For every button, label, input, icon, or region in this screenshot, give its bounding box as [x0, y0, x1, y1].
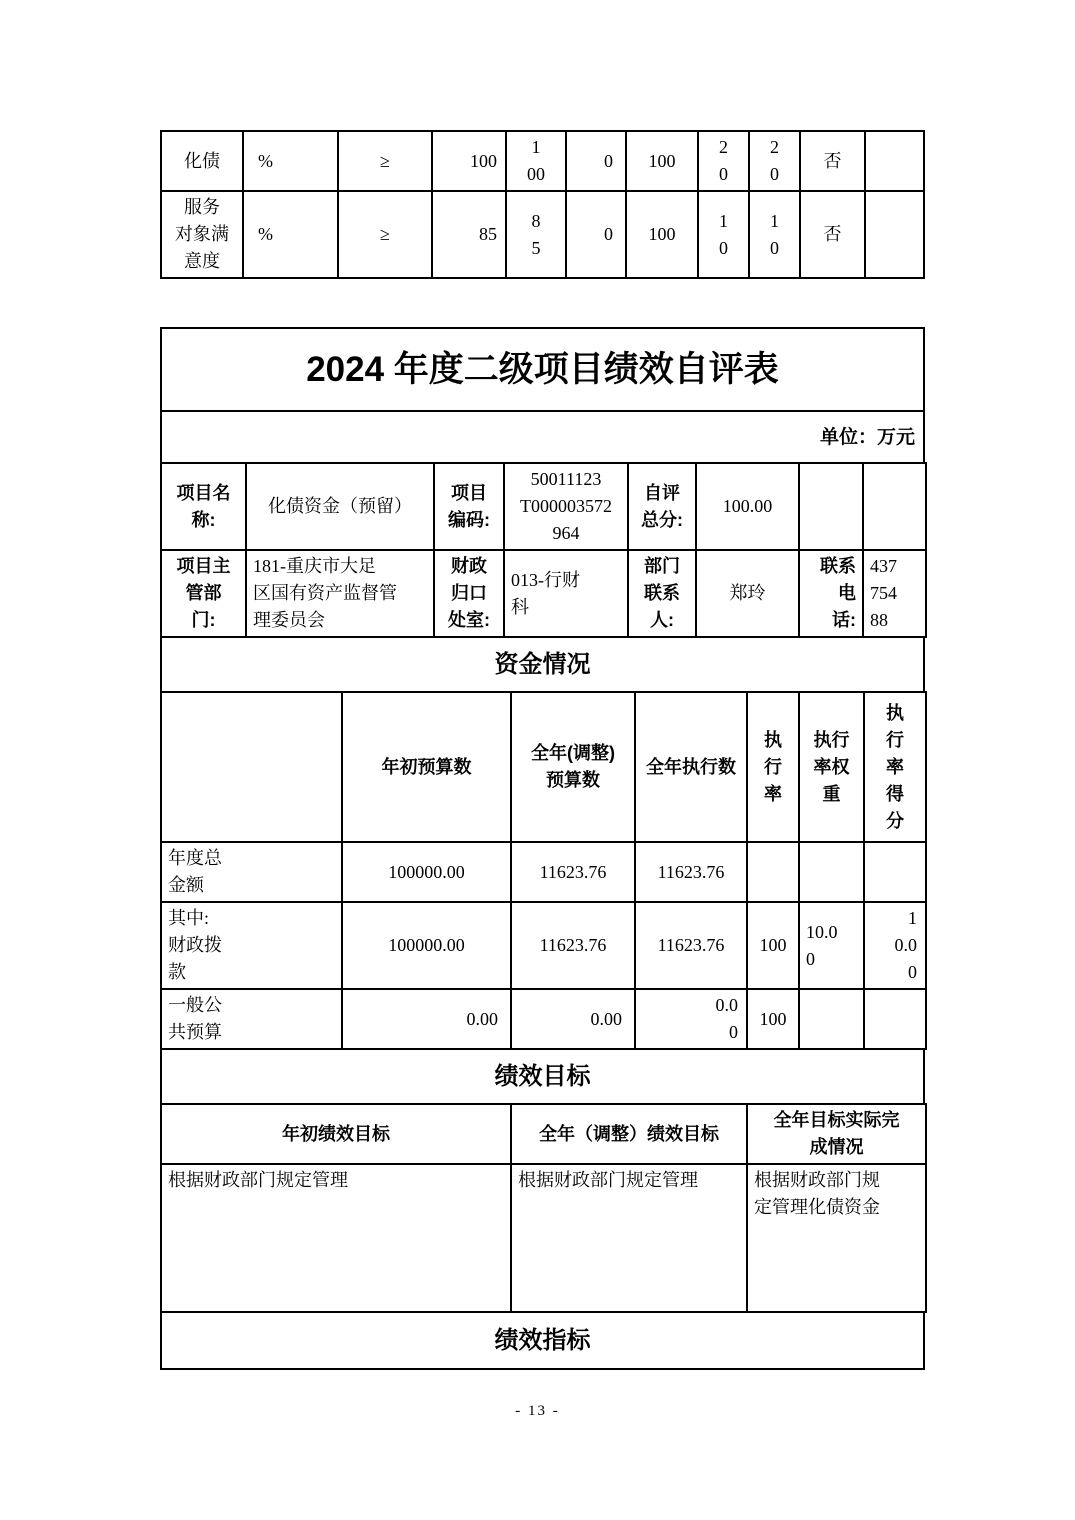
phone-label: 联系 电 话: — [799, 550, 863, 637]
row-label-public-budget: 一般公 共预算 — [161, 989, 342, 1049]
indicator-score-cell: 2 0 — [749, 131, 800, 191]
table-row — [161, 902, 926, 989]
value-cell: 100000.00 — [342, 842, 511, 902]
dept-label: 项目主 管部 门: — [161, 550, 246, 637]
indicator-deviation-cell: 0 — [566, 131, 626, 191]
indicator-weight-cell: 2 0 — [698, 131, 749, 191]
indicator-adjusted-cell: 8 5 — [506, 191, 566, 278]
finance-office-value: 013-行财 科 — [504, 550, 628, 637]
adjusted-goal-text: 根据财政部门规定管理 — [511, 1164, 747, 1312]
indicator-note-cell — [865, 191, 924, 278]
table-row — [161, 191, 924, 278]
indicator-flag-cell: 否 — [800, 191, 865, 278]
indicator-continuation-table — [160, 130, 925, 279]
empty-cell — [864, 842, 926, 902]
table-row — [161, 131, 924, 191]
table-row — [161, 842, 926, 902]
table-row — [161, 1104, 926, 1164]
project-name-value: 化债资金（预留） — [246, 463, 434, 550]
indicator-weight-cell: 1 0 — [698, 191, 749, 278]
self-score-value: 100.00 — [696, 463, 799, 550]
col-header-rate-score: 执 行 率 得 分 — [864, 692, 926, 842]
indicator-actual-cell: 100 — [626, 131, 698, 191]
actual-completion-text: 根据财政部门规 定管理化债资金 — [747, 1164, 926, 1312]
empty-cell — [799, 842, 864, 902]
project-code-label: 项目 编码: — [434, 463, 504, 550]
value-cell: 0.0 0 — [635, 989, 747, 1049]
value-cell: 0.00 — [511, 989, 635, 1049]
unit-row — [160, 410, 925, 464]
project-name-label: 项目名 称: — [161, 463, 246, 550]
row-label-fiscal: 其中: 财政拨 款 — [161, 902, 342, 989]
page-title: 2024 年度二级项目绩效自评表 — [161, 328, 924, 411]
indicator-unit-cell: % — [243, 191, 338, 278]
col-header-actual-completion: 全年目标实际完 成情况 — [747, 1104, 926, 1164]
goals-table — [160, 1103, 927, 1313]
indicator-direction-cell: ≥ — [338, 191, 432, 278]
indicator-target-cell: 100 — [432, 131, 506, 191]
page-number: - 13 - — [515, 1403, 560, 1419]
empty-cell — [863, 463, 926, 550]
empty-cell — [799, 989, 864, 1049]
value-cell: 100000.00 — [342, 902, 511, 989]
table-row — [161, 463, 926, 550]
indicator-flag-cell: 否 — [800, 131, 865, 191]
value-cell: 11623.76 — [511, 902, 635, 989]
table-row — [161, 550, 926, 637]
empty-cell — [161, 692, 342, 842]
goals-section-title: 绩效目标 — [161, 1049, 924, 1104]
indicator-target-cell: 85 — [432, 191, 506, 278]
value-cell: 11623.76 — [511, 842, 635, 902]
finance-office-label: 财政 归口 处室: — [434, 550, 504, 637]
indicator-unit-cell: % — [243, 131, 338, 191]
value-cell: 0.00 — [342, 989, 511, 1049]
indicator-name-cell: 服务 对象满 意度 — [161, 191, 243, 278]
indicator-name-cell: 化债 — [161, 131, 243, 191]
value-cell: 100 — [747, 989, 799, 1049]
indicators-section-title: 绩效指标 — [161, 1312, 924, 1369]
value-cell: 10.0 0 — [799, 902, 864, 989]
col-header-initial-budget: 年初预算数 — [342, 692, 511, 842]
col-header-rate-weight: 执行 率权 重 — [799, 692, 864, 842]
value-cell: 11623.76 — [635, 902, 747, 989]
value-cell: 1 0.0 0 — [864, 902, 926, 989]
indicator-score-cell: 1 0 — [749, 191, 800, 278]
title-row — [160, 327, 925, 412]
table-row — [161, 1164, 926, 1312]
col-header-executed: 全年执行数 — [635, 692, 747, 842]
col-header-adjusted-budget: 全年(调整) 预算数 — [511, 692, 635, 842]
value-cell: 100 — [747, 902, 799, 989]
indicators-section-row — [160, 1311, 925, 1370]
dept-value: 181-重庆市大足 区国有资产监督管 理委员会 — [246, 550, 434, 637]
table-row — [161, 692, 926, 842]
indicator-deviation-cell: 0 — [566, 191, 626, 278]
goals-section-row — [160, 1048, 925, 1105]
funds-section-row — [160, 636, 925, 693]
col-header-adjusted-goal: 全年（调整）绩效目标 — [511, 1104, 747, 1164]
contact-label: 部门 联系 人: — [628, 550, 696, 637]
col-header-initial-goal: 年初绩效目标 — [161, 1104, 511, 1164]
funds-section-title: 资金情况 — [161, 637, 924, 692]
col-header-execution-rate: 执 行 率 — [747, 692, 799, 842]
empty-cell — [747, 842, 799, 902]
table-row — [161, 989, 926, 1049]
unit-label: 单位：万元 — [161, 411, 924, 463]
value-cell: 11623.76 — [635, 842, 747, 902]
phone-value: 437 754 88 — [863, 550, 926, 637]
indicator-adjusted-cell: 1 00 — [506, 131, 566, 191]
empty-cell — [864, 989, 926, 1049]
empty-cell — [799, 463, 863, 550]
initial-goal-text: 根据财政部门规定管理 — [161, 1164, 511, 1312]
funds-table — [160, 691, 927, 1050]
indicator-actual-cell: 100 — [626, 191, 698, 278]
indicator-direction-cell: ≥ — [338, 131, 432, 191]
self-score-label: 自评 总分: — [628, 463, 696, 550]
row-label-total: 年度总 金额 — [161, 842, 342, 902]
project-info-table — [160, 462, 927, 638]
indicator-note-cell — [865, 131, 924, 191]
self-evaluation-table — [160, 327, 925, 1370]
project-code-value: 50011123 T000003572 964 — [504, 463, 628, 550]
contact-value: 郑玲 — [696, 550, 799, 637]
